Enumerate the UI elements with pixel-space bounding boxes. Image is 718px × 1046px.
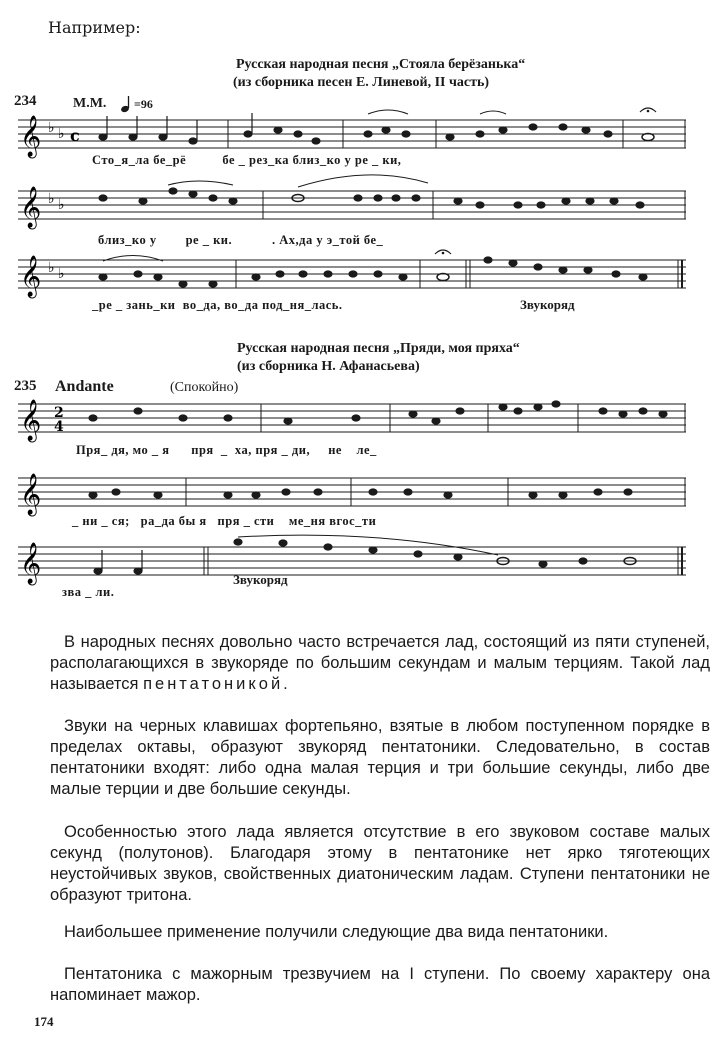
paragraph-2: Звуки на черных клавишах фортепьяно, взятые в любом поступенном порядке в пределах октавы, образуют звукоряд пентатоники. Следовательно, в состав пентатоники входят: либо одна малая терция и три большие секунды, либо две малые терции и две большие секунды. [50,717,710,798]
svg-text:♭: ♭ [58,197,65,213]
paragraph-3: Особенностью этого лада является отсутствие в его звуковом составе малых секунд (полутонов). Благодаря этому в пентатонике нет ярко тяготеющих неустойчивых звуков, свойственных диатоническим ладам. Ступени пентатоники не образуют тритона. [50,823,710,904]
example-number-235: 235 [14,378,37,394]
paragraph-5: Пентатоника с мажорным трезвучием на I ступени. По своему характеру она напоминает мажор. [50,965,710,1004]
song-source-235: (из сборника Н. Афанасьева) [237,359,420,374]
lyrics-235-1: Пря_ дя, мо _ я пря _ ха, пря _ ди, не ле_ [76,443,377,457]
lyrics-235-2: _ ни _ ся; ра_да бы я пря _ сти ме_ня вгос_ти [72,514,377,528]
paragraph-4: Наибольшее применение получили следующие два вида пентатоники. [64,923,609,941]
treble-clef-icon: 𝄞 [20,116,42,157]
staff-235-1 [18,400,686,441]
svg-text:♭: ♭ [48,191,55,207]
treble-clef-icon: 𝄞 [20,543,42,584]
svg-text:4: 4 [54,419,64,435]
staff-234-1 [18,116,686,157]
svg-text:♭: ♭ [48,260,55,276]
svg-text:2: 2 [54,405,64,421]
svg-text:♭: ♭ [58,266,65,282]
svg-text:♭: ♭ [58,126,65,142]
heading: Например: [48,18,141,37]
tempo-value-234: =96 [134,97,153,111]
staff-234-2 [18,187,686,228]
lyrics-235-3: зва _ ли. [62,585,115,599]
tempo-mm-234: М.М. [73,96,107,111]
treble-clef-icon: 𝄞 [20,256,42,297]
svg-text:c: c [70,126,80,145]
staff-235-2 [18,474,686,515]
scale-label-234: Звукоряд [520,297,575,312]
lyrics-234-3: _ре _ зань_ки во_да, во_да под_ня_лась. [92,298,343,312]
song-title-235: Русская народная песня „Пряди, моя пряха“ [237,341,520,356]
page-number: 174 [34,1014,54,1029]
treble-clef-icon: 𝄞 [20,400,42,441]
term-pentatonic: пентатоникой. [143,675,291,693]
paragraph-1-text: В народных песнях довольно часто встречается лад, состоящий из пяти ступеней, располагающихся в звукоряде по большим секундам и малым терциям. Такой лад называется [50,633,710,693]
treble-clef-icon: 𝄞 [20,474,42,515]
lyrics-234-2: близ_ко у ре _ ки. . Ах,да у э_той бе_ [98,233,384,247]
song-source-234: (из сборника песен Е. Линевой, II часть) [233,75,490,90]
example-number-234: 234 [14,93,37,109]
paragraph-1 [50,632,710,695]
tempo-235: Andante [55,378,114,395]
quarter-note-icon [120,94,134,114]
staff-234-3 [18,256,686,297]
song-title-234: Русская народная песня „Стояла берёзанька“ [236,57,526,72]
lyrics-234-1: Сто_я_ла бе_рё бе _ рез_ка близ_ко у ре _ ки, [92,153,402,167]
scale-label-235: Звукоряд [233,572,288,587]
treble-clef-icon: 𝄞 [20,187,42,228]
tempo-ru-235: (Спокойно) [170,380,239,395]
svg-text:♭: ♭ [48,120,55,136]
